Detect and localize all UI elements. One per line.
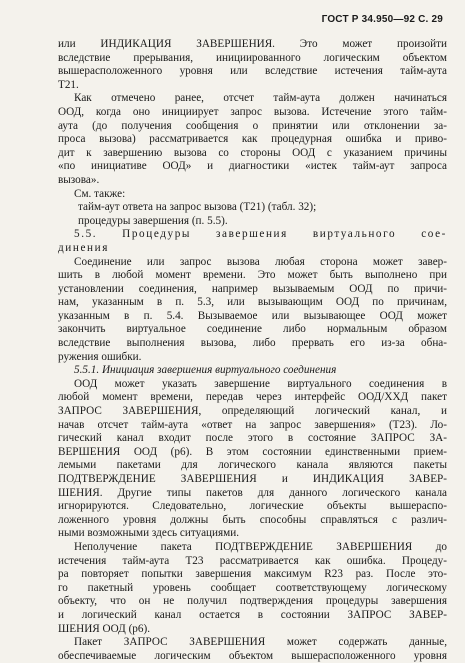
text-line: ООД, когда оно инициирует запрос вызова. Истечение этого тайм-: [58, 105, 447, 118]
text-line: ШЕНИЯ ООД (р6).: [58, 622, 151, 635]
text-line: указанным в п. 5.4. Вызываемое или вызывающее ООД может: [58, 309, 447, 322]
text-line: Неполучение пакета ПОДТВЕРЖДЕНИЕ ЗАВЕРШЕНИЯ до: [74, 540, 447, 553]
text-line: начав отсчет тайм-аута «ответ на запрос завершения» (Т23). Ло-: [58, 418, 447, 431]
text-line: ружения ошибки.: [58, 350, 142, 363]
text-line: лемыми пакетами для логического канала являются пакеты: [58, 459, 447, 472]
text-line: ложенного уровня должны быть способны справляться с различ-: [58, 513, 447, 526]
section-heading: динения: [58, 241, 109, 254]
text-line: проса вызова) рассматривается как процедурная ошибка и приво-: [58, 133, 447, 146]
subsection-heading: 5.5.1. Инициация завершения виртуального соединения: [74, 364, 337, 377]
text-line: объекту, что он не получил подтверждения процедуры завершения: [58, 595, 447, 608]
text-line: ООД может указать завершение виртуального соединения в: [74, 377, 447, 390]
section-heading: 5.5. Процедуры завершения виртуального сое-: [74, 228, 447, 241]
text-line: Т21.: [58, 78, 79, 91]
text-line: шить в любой момент времени. Это может быть выполнено при: [58, 269, 447, 282]
text-line: ра повторяет попытки завершения максимум R23 раз. После это-: [58, 568, 447, 581]
text-line: гический канал входит после этого в состояние ЗАПРОС ЗА-: [58, 432, 447, 445]
text-line: Пакет ЗАПРОС ЗАВЕРШЕНИЯ может содержать данные,: [74, 636, 447, 649]
text-line: игнорируются. Следовательно, логические объекты вышераспо-: [58, 500, 447, 513]
text-line: любой момент времени, передав через интерфейс ООД/ХХД пакет: [58, 391, 447, 404]
text-line: Как отмечено ранее, отсчет тайм-аута должен начинаться: [74, 92, 447, 105]
text-line: вследствие прерывания, инициированного логическим объектом: [58, 51, 447, 64]
text-line: ЗАПРОС ЗАВЕРШЕНИЯ, определяющий логический канал, и: [58, 405, 447, 418]
text-line: вышерасположенного уровня или вследствие истечения тайм-аута: [58, 65, 447, 78]
text-line: вследствие выполнения вызова, либо прервать его из-за обна-: [58, 337, 447, 350]
text-line: См. также:: [74, 187, 126, 200]
text-line: и логический канал остается в состоянии ЗАПРОС ЗАВЕР-: [58, 608, 447, 621]
text-line: закончить виртуальное соединение либо нормальным образом: [58, 323, 447, 336]
text-line: обеспечиваемые логическим объектом вышерасположенного уровня: [58, 649, 447, 662]
text-line: ПОДТВЕРЖДЕНИЕ ЗАВЕРШЕНИЯ и ИНДИКАЦИЯ ЗАВЕР-: [58, 473, 447, 485]
document-body: [58, 38, 447, 663]
text-line: процедуры завершения (п. 5.5).: [78, 214, 228, 227]
text-line: тайм-аут ответа на запрос вызова (Т21) (табл. 32);: [78, 201, 317, 214]
text-line: го пакетный уровень сообщает соответствующему логическому: [58, 581, 447, 594]
text-line: «по инициативе ООД» и диагностики «истек тайм-аут запроса: [58, 160, 447, 173]
text-line: ными возможными здесь ситуациями.: [58, 527, 240, 540]
page-header: ГОСТ Р 34.950—92 С. 29: [321, 14, 443, 25]
text-line: дит к завершению вызова со стороны ООД с указанием причины: [58, 146, 447, 159]
text-line: Соединение или запрос вызова любая сторона может завер-: [74, 255, 447, 268]
text-line: установлении соединения, например вызываемым ООД по причи-: [58, 282, 447, 295]
text-line: вызова».: [58, 173, 100, 186]
text-line: или ИНДИКАЦИЯ ЗАВЕРШЕНИЯ. Это может произойти: [58, 38, 447, 50]
text-line: ШЕНИЯ. Другие типы пакетов для данного логического канала: [58, 486, 447, 499]
text-line: нам, указанным в п. 5.3, или вызывающим ООД по причинам,: [58, 296, 447, 309]
text-line: истечения тайм-аута Т23 рассматривается как ошибка. Процеду-: [58, 554, 447, 567]
text-line: ВЕРШЕНИЯ ООД (р6). В этом состоянии единственными прием-: [58, 445, 447, 458]
text-line: аута (до получения сообщения о принятии или отклонении за-: [58, 119, 447, 132]
